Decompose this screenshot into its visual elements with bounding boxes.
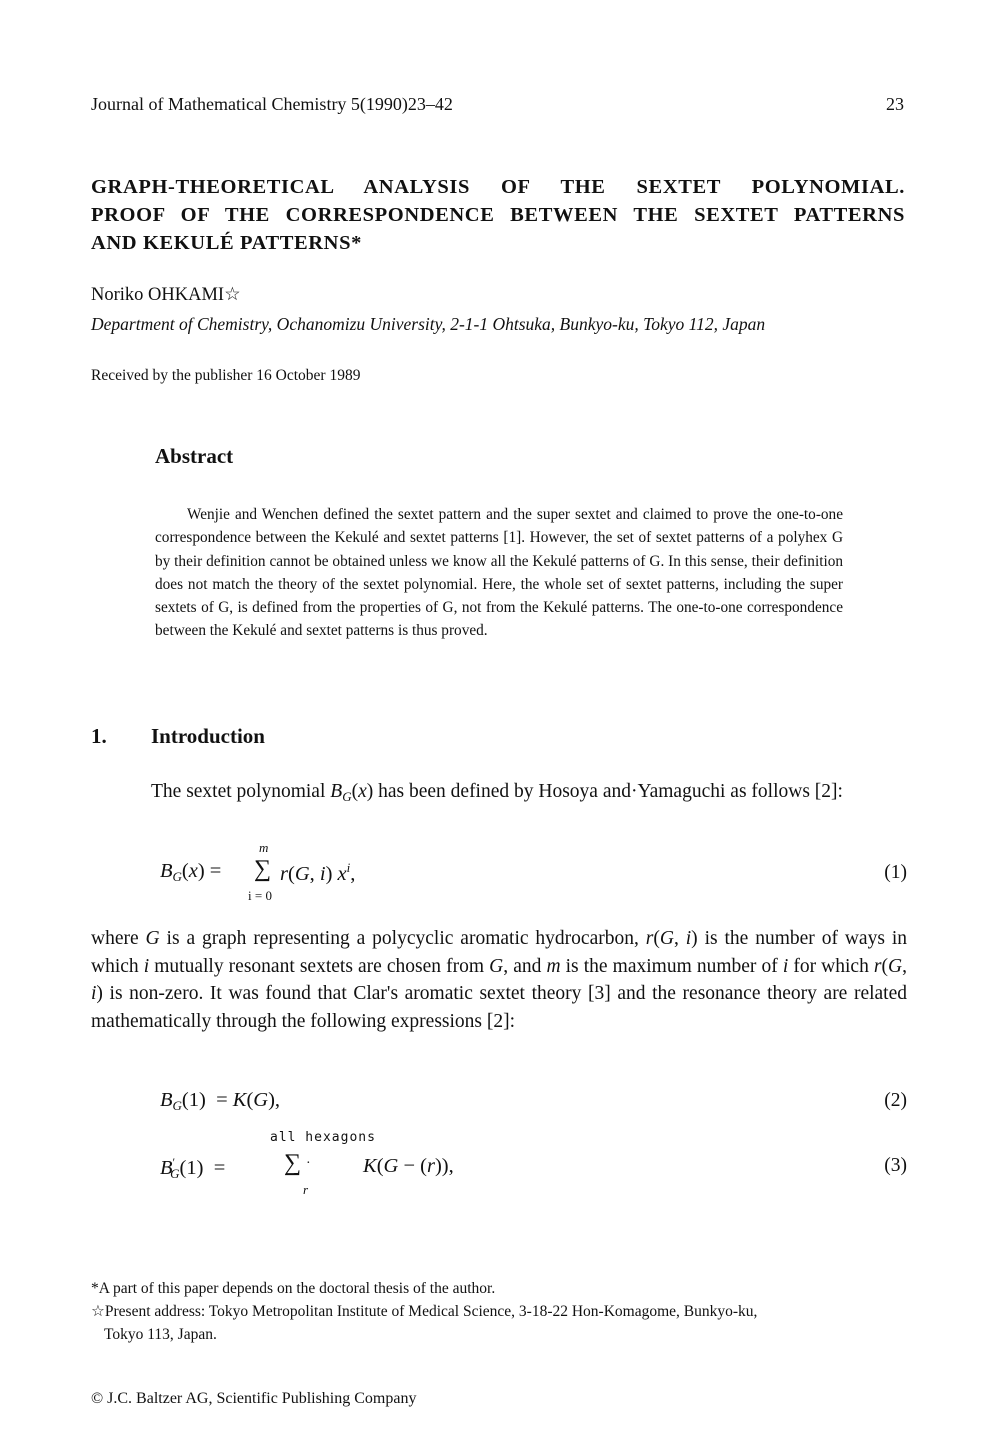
journal-citation: Journal of Mathematical Chemistry 5(1990)23–42 [91,94,453,114]
intro-text: has been defined by Hosoya and·Yamaguchi as follows [2]: [373,781,843,802]
author-name: Noriko OHKAMI☆ [91,285,241,305]
page-number: 23 [886,94,904,114]
author-affiliation: Department of Chemistry, Ochanomizu University, 2-1-1 Ohtsuka, Bunkyo-ku, Tokyo 112, Japan [91,314,766,334]
section-number: 1. [91,724,107,748]
sum-lower-limit: r [303,1182,309,1197]
title-line-1: GRAPH-THEORETICAL ANALYSIS OF THE SEXTET POLYNOMIAL. [91,176,905,198]
sum-lower-limit: i = 0 [248,888,272,903]
sum-upper-limit: all hexagons [270,1130,376,1145]
equation-3-number: (3) [884,1155,907,1176]
intro-text: The sextet polynomial [151,781,331,802]
copyright-footer: © J.C. Baltzer AG, Scientific Publishing Company [91,1390,417,1407]
equation-1-number: (1) [884,862,907,883]
sum-symbol: ∑ [254,856,272,882]
abstract-text: Wenjie and Wenchen defined the sextet pattern and the super sextet and claimed to prove the one-to-one correspondence between the Kekulé and sextet patterns [1]. However, the set of sextet patterns of a polyhex G by their definition cannot be obtained unless we know all the Kekulé patterns of G. In this sense, their definition does not match the theory of the sextet polynomial. Here, the whole set of sextet patterns, including the super sextets of G, is defined from the properties of G, not from the Kekulé patterns. The one-to-one correspondence between the Kekulé and sextet patterns is thus proved. [155,506,843,640]
footnote-2: ☆Present address: Tokyo Metropolitan Institute of Medical Science, 3-18-22 Hon-Komagome, Bunkyo-ku, [91,1303,758,1320]
footnote-2-continued: Tokyo 113, Japan. [104,1326,217,1343]
title-line-3: AND KEKULÉ PATTERNS* [91,232,362,254]
inline-math-bg: $B_G(x)$ [330,781,374,804]
title-line-2: PROOF OF THE CORRESPONDENCE BETWEEN THE SEXTET PATTERNS [91,204,905,226]
equation-2-number: (2) [884,1090,907,1111]
sum-symbol: ∑ [284,1150,302,1176]
paper-title [91,173,905,257]
equation-2: $B_G(1) = K(G)$, [160,1089,281,1113]
intro-paragraph-2: where G is a graph representing a polycyclic aromatic hydrocarbon, r(G, i) is the number of ways in which i mutually resonant sextets are chosen from G, and m is the maximum number of i for which r(G, i) is non-zero. It was found that Clar's aromatic sextet theory [3] and the resonance theory are related mathematically through the following expressions [2]: [91,928,908,1032]
sum-upper-limit: m [259,840,269,855]
equation-1: $B_G(x)$ = m ∑ i = 0 r(G, i) $x^i$, [160,840,356,903]
footnote-1: *A part of this paper depends on the doctoral thesis of the author. [91,1280,496,1297]
received-date: Received by the publisher 16 October 1989 [91,367,361,384]
section-title: Introduction [151,724,265,748]
intro-paragraph-1 [91,778,907,811]
equation-3: all hexagons $B'_G(1)$ = ∑ · r K(G − (r)), [160,1130,454,1197]
abstract-heading: Abstract [155,444,234,468]
